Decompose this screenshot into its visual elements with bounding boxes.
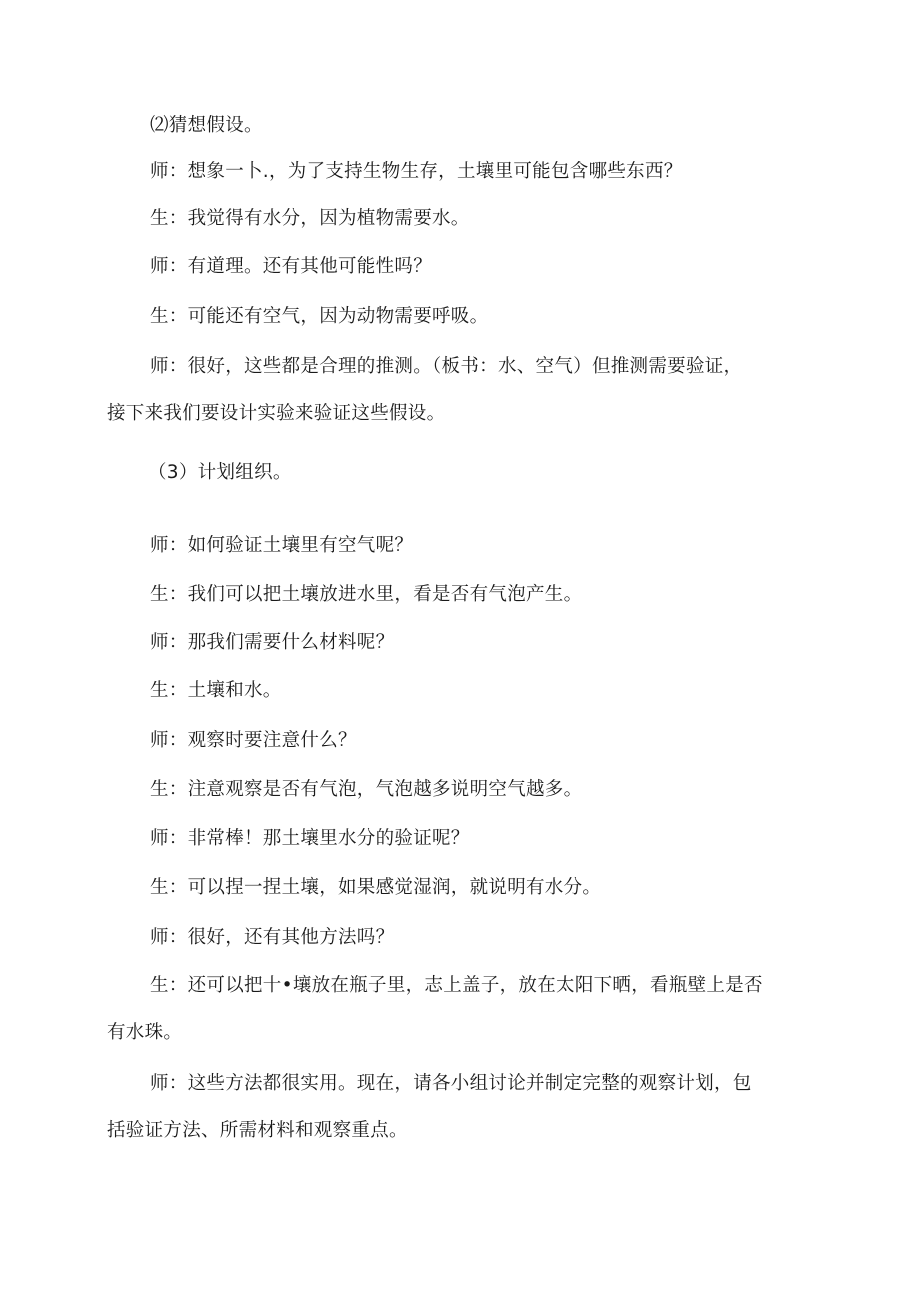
dialogue-line: 师：观察时要注意什么？ <box>150 730 357 751</box>
dialogue-line: 师：想象一卜.，为了支持生物生存，土壤里可能包含哪些东西？ <box>150 161 683 182</box>
dialogue-line: 生：我觉得有水分，因为植物需要水。 <box>150 208 470 229</box>
section-heading-hypothesis: ⑵猜想假设。 <box>150 115 263 136</box>
dialogue-line: 师：有道理。还有其他可能性吗？ <box>150 256 433 277</box>
paragraph-line: 师：这些方法都很实用。现在，请各小组讨论并制定完整的观察计划，包 <box>150 1073 752 1094</box>
dialogue-paragraph <box>107 343 807 437</box>
section-heading-plan: （3）计划组织。 <box>148 462 292 483</box>
dialogue-line: 师：很好，还有其他方法吗？ <box>150 927 395 948</box>
paragraph-line: 括验证方法、所需材料和观察重点。 <box>107 1120 408 1141</box>
dialogue-line: 师：如何验证土壤里有空气呢？ <box>150 535 414 556</box>
paragraph-line: 有水珠。 <box>107 1022 183 1043</box>
dialogue-line: 生：注意观察是否有气泡，气泡越多说明空气越多。 <box>150 779 583 800</box>
dialogue-line: 生：我们可以把土壤放进水里，看是否有气泡产生。 <box>150 584 583 605</box>
dialogue-line: 生：土壤和水。 <box>150 680 282 701</box>
dialogue-paragraph <box>107 1060 807 1154</box>
dialogue-line: 师：非常棒！那土壤里水分的验证呢？ <box>150 828 470 849</box>
paragraph-line: 生：还可以把十•壤放在瓶子里，志上盖子，放在太阳下晒，看瓶壁上是否 <box>150 975 763 996</box>
dialogue-line: 师：那我们需要什么材料呢？ <box>150 632 395 653</box>
paragraph-line: 师：很好，这些都是合理的推测。（板书：水、空气）但推测需要验证， <box>150 356 743 377</box>
paragraph-line: 接下来我们要设计实验来验证这些假设。 <box>107 403 446 424</box>
dialogue-line: 生：可能还有空气，因为动物需要呼吸。 <box>150 306 489 327</box>
dialogue-line: 生：可以捏一捏土壤，如果感觉湿润，就说明有水分。 <box>150 877 602 898</box>
dialogue-paragraph <box>107 962 807 1056</box>
